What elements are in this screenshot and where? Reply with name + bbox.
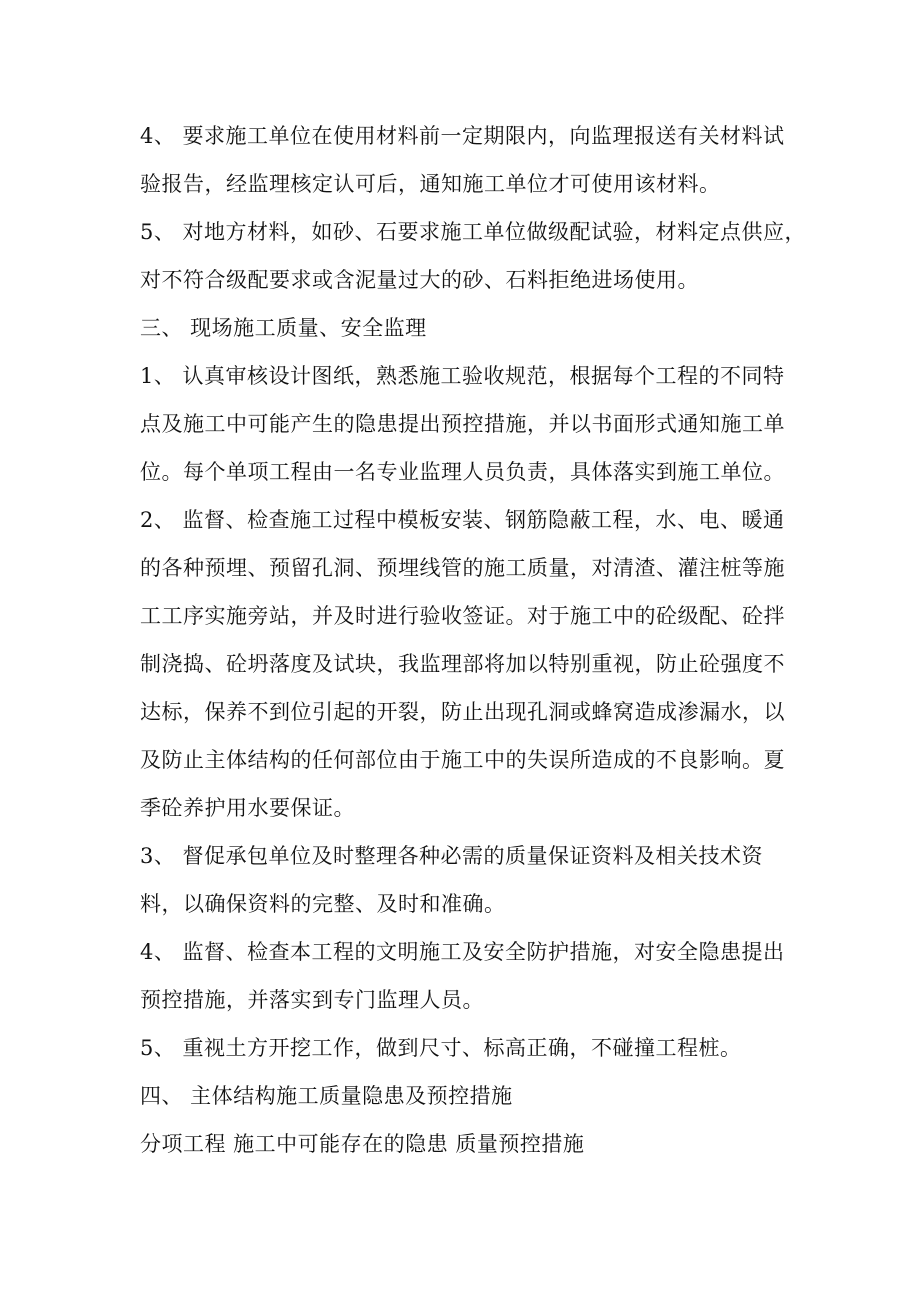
- section-heading-3: 三、 现场施工质量、安全监理: [140, 316, 427, 340]
- text-line-3: 5、 对地方材料，如砂、石要求施工单位做级配试验，材料定点供应，: [140, 220, 807, 244]
- text-line-19: 预控措施，并落实到专门监理人员。: [140, 988, 484, 1012]
- text-line-15: 季砼养护用水要保证。: [140, 796, 355, 820]
- text-line-18: 4、 监督、检查本工程的文明施工及安全防护措施，对安全隐患提出: [140, 940, 785, 964]
- text-line-12: 制浇捣、砼坍落度及试块，我监理部将加以特别重视，防止砼强度不: [140, 652, 785, 676]
- section-heading-4: 四、 主体结构施工质量隐患及预控措施: [140, 1084, 513, 1108]
- text-line-16: 3、 督促承包单位及时整理各种必需的质量保证资料及相关技术资: [140, 844, 764, 868]
- text-line-4: 对不符合级配要求或含泥量过大的砂、石料拒绝进场使用。: [140, 268, 699, 292]
- text-line-10: 的各种预埋、预留孔洞、预埋线管的施工质量，对清渣、灌注桩等施: [140, 556, 785, 580]
- text-line-20: 5、 重视土方开挖工作，做到尺寸、标高正确，不碰撞工程桩。: [140, 1036, 742, 1060]
- text-line-8: 位。每个单项工程由一名专业监理人员负责，具体落实到施工单位。: [140, 460, 785, 484]
- text-line-2: 验报告，经监理核定认可后，通知施工单位才可使用该材料。: [140, 172, 721, 196]
- text-line-13: 达标，保养不到位引起的开裂，防止出现孔洞或蜂窝造成渗漏水，以: [140, 700, 785, 724]
- text-line-14: 及防止主体结构的任何部位由于施工中的失误所造成的不良影响。夏: [140, 748, 785, 772]
- text-line-11: 工工序实施旁站，并及时进行验收签证。对于施工中的砼级配、砼拌: [140, 604, 785, 628]
- text-line-9: 2、 监督、检查施工过程中模板安装、钢筋隐蔽工程，水、电、暖通: [140, 508, 785, 532]
- text-line-6: 1、 认真审核设计图纸，熟悉施工验收规范，根据每个工程的不同特: [140, 364, 785, 388]
- document-body: [140, 112, 807, 1168]
- text-line-1: 4、 要求施工单位在使用材料前一定期限内，向监理报送有关材料试: [140, 124, 785, 148]
- text-line-7: 点及施工中可能产生的隐患提出预控措施，并以书面形式通知施工单: [140, 412, 785, 436]
- text-line-17: 料，以确保资料的完整、及时和准确。: [140, 892, 506, 916]
- table-header-line: 分项工程 施工中可能存在的隐患 质量预控措施: [140, 1132, 585, 1156]
